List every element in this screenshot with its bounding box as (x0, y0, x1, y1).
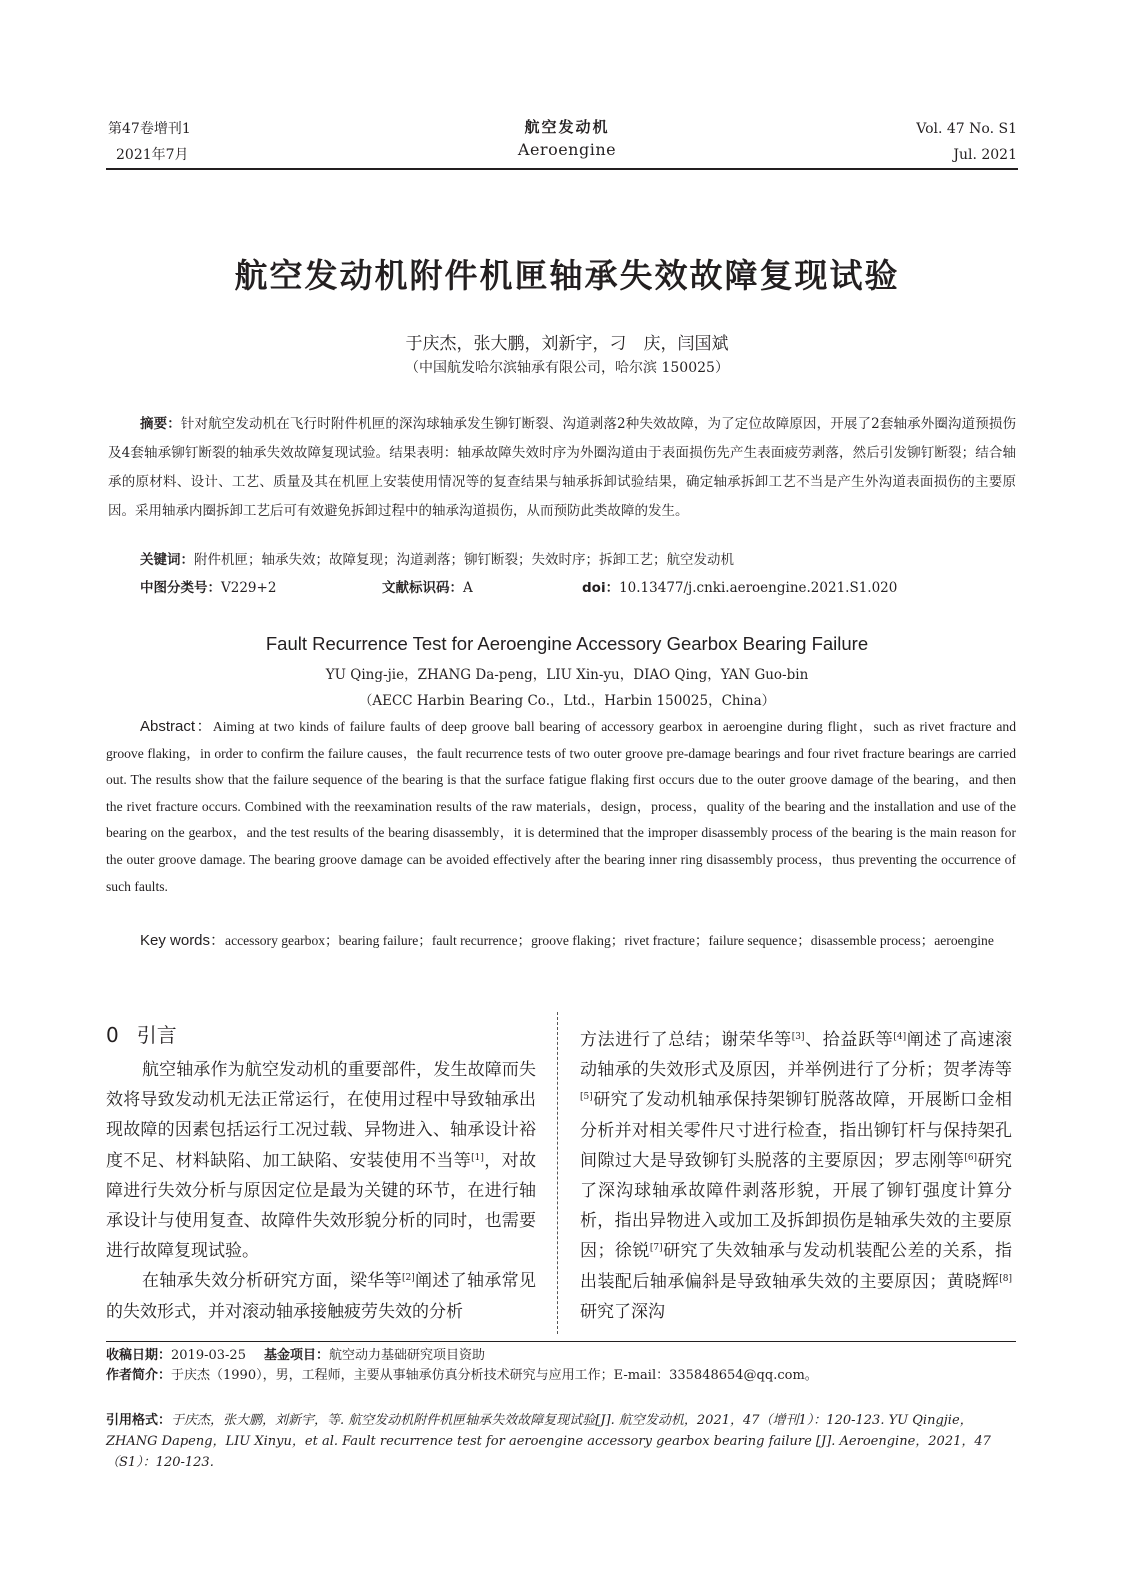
clc-number (140, 577, 276, 599)
section-heading (106, 1019, 177, 1048)
date-cn: 2021年7月 (116, 147, 189, 163)
footnote-author-bio (106, 1366, 1016, 1386)
affiliation-en: （AECC Harbin Bearing Co.，Ltd.，Harbin 150025，China） (358, 693, 776, 709)
keywords-label-cn: 关键词： (140, 552, 194, 568)
header-rule (106, 168, 1018, 170)
volume-issue-en: Vol. 47 No. S1 (916, 121, 1017, 137)
body-text: 航空轴承作为航空发动机的重要部件，发生故障而失效将导致发动机无法正常运行，在使用过程中导致轴承出现故障的因素包括运行工况过载、异物进入、轴承设计裕度不足、材料缺陷、加工缺陷、安装使用不当等 (106, 1060, 536, 1171)
author-bio-text: 于庆杰（1990），男，工程师，主要从事轴承仿真分析技术研究与应用工作；E-mail：335848654@qq.com。 (171, 1368, 818, 1383)
citation-ref: [1] (471, 1152, 484, 1163)
citation-text: 于庆杰，张大鹏，刘新宇，等. 航空发动机附件机匣轴承失效故障复现试验[J]. 航空发动机，2021，47（增刊1）：120-123. YU Qingjie，ZHANG Dapeng，LIU Xinyu，et al. Fault recurrence test for aeroengine accessory gearbox bearing failure [J]. Aeroengine，2021，47（S1）：120-123. (106, 1413, 991, 1470)
body-paragraph (106, 1266, 536, 1326)
body-column-left (106, 1055, 536, 1327)
footnote-received-fund (106, 1346, 1016, 1366)
paper-title-cn: 航空发动机附件机匣轴承失效故障复现试验 (234, 256, 900, 295)
keywords-cn (140, 549, 1020, 571)
citation-ref: [4] (893, 1032, 907, 1042)
body-column-right (580, 1025, 1012, 1327)
doi (582, 577, 897, 599)
doi-value: 10.13477/j.cnki.aeroengine.2021.S1.020 (619, 580, 898, 596)
citation-label: 引用格式： (106, 1413, 172, 1428)
doc-code-value: A (463, 580, 473, 596)
body-paragraph (580, 1025, 1012, 1327)
author-list-en: YU Qing-jie，ZHANG Da-peng，LIU Xin-yu，DIAO Qing，YAN Guo-bin (325, 667, 809, 683)
abstract-label-en: Abstract： (140, 718, 213, 735)
abstract-text-en: Aiming at two kinds of failure faults of deep groove ball bearing of accessory gearbox in aeroengine during flight，such as rivet fracture and groove flaking，in order to confirm the failure causes，the fault recurrence tests of two outer groove pre-damage bearings and four rivet fracture bearings are carried out. The results show that the failure sequence of the bearing is that the surface fatigue flaking first occurs due to the outer groove damage of the bearing，and then the rivet fracture occurs. Combined with the reexamination results of the raw materials，design，process，quality of the bearing and the installation and use of the bearing on the gearbox，and the test results of the bearing disassembly，it is determined that the improper disassembly process of the bearing is the main reason for the outer groove damage. The bearing groove damage can be avoided effectively after the bearing inner ring disassembly process，thus preventing the occurrence of such faults. (106, 719, 1016, 894)
author-list-cn: 于庆杰，张大鹏，刘新宇，刁 庆，闫国斌 (405, 334, 729, 354)
author-bio-label: 作者简介： (106, 1368, 172, 1383)
received-date: 2019-03-25 (171, 1348, 246, 1363)
abstract-en (106, 714, 1016, 900)
volume-issue-cn: 第47卷增刊1 (108, 121, 191, 137)
citation-ref: [2] (401, 1273, 415, 1284)
clc-value: V229+2 (221, 580, 277, 596)
citation-ref: [7] (649, 1243, 663, 1254)
citation-ref: [8] (999, 1273, 1012, 1284)
body-text: 在轴承失效分析研究方面，梁华等 (142, 1271, 402, 1292)
abstract-label-cn: 摘要： (140, 416, 181, 432)
column-divider (557, 1012, 558, 1334)
footnote-rule (106, 1341, 1016, 1342)
keywords-label-en: Key words： (140, 932, 226, 949)
body-text: 阐述了轴承常见的失效形式，并对滚动轴承接触疲劳失效的分析 (106, 1271, 537, 1322)
abstract-text-cn: 针对航空发动机在飞行时附件机匣的深沟球轴承发生铆钉断裂、沟道剥落2种失效故障，为了定位故障原因，开展了2套轴承外圈沟道预损伤及4套轴承铆钉断裂的轴承失效故障复现试验。结果表明：轴承故障失效时序为外圈沟道由于表面损伤先产生表面疲劳剥落，然后引发铆钉断裂；结合轴承的原材料、设计、工艺、质量及其在机匣上安装使用情况等的复查结果与轴承拆卸试验结果，确定轴承拆卸工艺不当是产生外沟道表面损伤的主要原因。采用轴承内圈拆卸工艺后可有效避免拆卸过程中的轴承沟道损伤，从而预防此类故障的发生。 (108, 416, 1016, 519)
received-label: 收稿日期： (106, 1348, 172, 1363)
citation-format (106, 1410, 1016, 1473)
body-text: 研究了深沟球轴承故障件剥落形貌，开展了铆钉强度计算分析，指出异物进入或加工及拆卸损伤是轴承失效的主要原因；徐锐 (580, 1150, 1012, 1262)
section-number: 0 (106, 1023, 119, 1047)
body-text: ，对故障进行失效分析与原因定位是最为关键的环节，在进行轴承设计与使用复查、故障件失效形貌分析的同时，也需要进行故障复现试验。 (106, 1150, 537, 1262)
body-paragraph (106, 1055, 536, 1266)
body-text: 方法进行了总结；谢荣华等 (580, 1030, 792, 1050)
fund-value: 航空动力基础研究项目资助 (328, 1348, 485, 1363)
running-header-right (916, 119, 1017, 165)
citation-ref: [6] (964, 1152, 978, 1163)
journal-name-cn: 航空发动机 (524, 118, 610, 136)
keywords-text-en: accessory gearbox；bearing failure；fault recurrence；groove flaking；rivet fracture；failure sequence；disassemble process；aeroengine (225, 933, 994, 948)
body-text: 研究了发动机轴承保持架铆钉脱落故障，开展断口金相分析并对相关零件尺寸进行检查，指出铆钉杆与保持架孔间隙过大是导致铆钉头脱落的主要原因；罗志刚等 (580, 1090, 1012, 1171)
keywords-en (106, 928, 1016, 955)
clc-label: 中图分类号： (140, 580, 221, 596)
keywords-text-cn: 附件机匣；轴承失效；故障复现；沟道剥落；铆钉断裂；失效时序；拆卸工艺；航空发动机 (194, 552, 734, 568)
citation-ref: [5] (580, 1092, 593, 1103)
journal-name-en: Aeroengine (517, 140, 617, 159)
doi-label: doi： (582, 580, 620, 596)
paper-title-en: Fault Recurrence Test for Aeroengine Accessory Gearbox Bearing Failure (265, 633, 869, 654)
citation-ref: [3] (791, 1032, 805, 1042)
section-title: 引言 (136, 1023, 177, 1047)
doc-code-label: 文献标识码： (382, 580, 463, 596)
body-text: 研究了深沟 (580, 1301, 665, 1322)
affiliation-cn: （中国航发哈尔滨轴承有限公司，哈尔滨 150025） (405, 360, 729, 376)
body-text: 研究了失效轴承与发动机装配公差的关系，指出装配后轴承偏斜是导致轴承失效的主要原因；黄晓辉 (580, 1241, 1012, 1292)
date-en: Jul. 2021 (953, 147, 1017, 163)
document-code (382, 577, 473, 599)
abstract-cn (108, 410, 1016, 526)
body-text: 阐述了高速滚动轴承的失效形式及原因，并举例进行了分析；贺孝涛等 (580, 1030, 1012, 1081)
fund-label: 基金项目： (263, 1348, 329, 1363)
body-text: 、拾益跃等 (804, 1030, 894, 1050)
